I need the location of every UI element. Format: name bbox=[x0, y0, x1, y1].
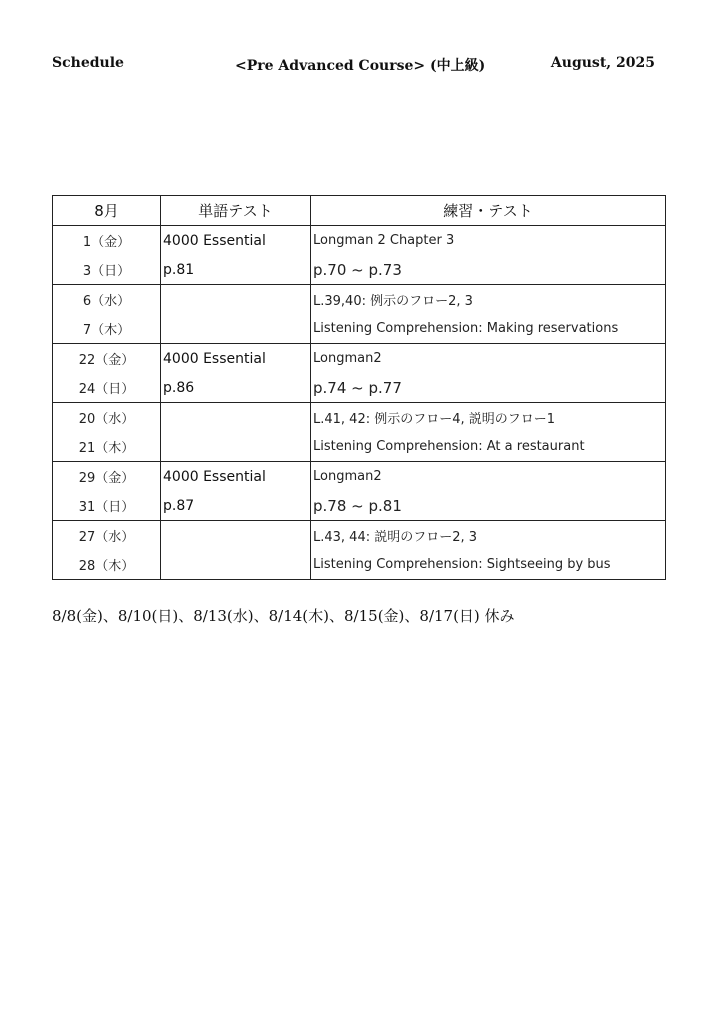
column-header-practice-test: 練習・テスト bbox=[311, 196, 666, 226]
table-row bbox=[53, 432, 666, 462]
table-header-row bbox=[53, 196, 666, 226]
word-test-cell bbox=[161, 550, 311, 580]
date-cell: 3（日） bbox=[53, 255, 161, 285]
word-test-cell: p.81 bbox=[161, 255, 311, 285]
practice-cell: p.78 ~ p.81 bbox=[311, 491, 666, 521]
table-row bbox=[53, 403, 666, 433]
table-row bbox=[53, 344, 666, 374]
practice-cell: Listening Comprehension: Sightseeing by bus bbox=[311, 550, 666, 580]
date-cell: 20（水） bbox=[53, 403, 161, 433]
date-cell: 7（木） bbox=[53, 314, 161, 344]
word-test-cell bbox=[161, 432, 311, 462]
holiday-note: 8/8(金)、8/10(日)、8/13(水)、8/14(木)、8/15(金)、8/17(日) 休み bbox=[52, 607, 515, 625]
date-cell: 27（水） bbox=[53, 521, 161, 551]
practice-cell: L.41, 42: 例示のフロー4, 説明のフロー1 bbox=[311, 403, 666, 433]
date-cell: 22（金） bbox=[53, 344, 161, 374]
practice-cell: L.43, 44: 説明のフロー2, 3 bbox=[311, 521, 666, 551]
word-test-cell: 4000 Essential bbox=[161, 226, 311, 256]
table-row bbox=[53, 491, 666, 521]
header-date: August, 2025 bbox=[550, 55, 655, 71]
table-row bbox=[53, 550, 666, 580]
column-header-month: 8月 bbox=[53, 196, 161, 226]
date-cell: 31（日） bbox=[53, 491, 161, 521]
word-test-cell: p.87 bbox=[161, 491, 311, 521]
practice-cell: p.70 ~ p.73 bbox=[311, 255, 666, 285]
word-test-cell bbox=[161, 285, 311, 315]
schedule-table bbox=[52, 195, 666, 580]
table-row bbox=[53, 373, 666, 403]
practice-cell: Listening Comprehension: At a restaurant bbox=[311, 432, 666, 462]
practice-cell: L.39,40: 例示のフロー2, 3 bbox=[311, 285, 666, 315]
document-header bbox=[52, 55, 655, 77]
practice-cell: Longman 2 Chapter 3 bbox=[311, 226, 666, 256]
table-row bbox=[53, 314, 666, 344]
date-cell: 29（金） bbox=[53, 462, 161, 492]
header-course-title: <Pre Advanced Course> (中上級) bbox=[235, 58, 486, 74]
word-test-cell bbox=[161, 521, 311, 551]
word-test-cell bbox=[161, 403, 311, 433]
table-row bbox=[53, 462, 666, 492]
header-schedule-label: Schedule bbox=[52, 55, 124, 71]
date-cell: 6（水） bbox=[53, 285, 161, 315]
date-cell: 21（木） bbox=[53, 432, 161, 462]
table-row bbox=[53, 226, 666, 256]
practice-cell: p.74 ~ p.77 bbox=[311, 373, 666, 403]
date-cell: 28（木） bbox=[53, 550, 161, 580]
word-test-cell bbox=[161, 314, 311, 344]
practice-cell: Longman2 bbox=[311, 462, 666, 492]
column-header-word-test: 単語テスト bbox=[161, 196, 311, 226]
date-cell: 24（日） bbox=[53, 373, 161, 403]
date-cell: 1（金） bbox=[53, 226, 161, 256]
table-row bbox=[53, 285, 666, 315]
word-test-cell: 4000 Essential bbox=[161, 344, 311, 374]
practice-cell: Listening Comprehension: Making reservations bbox=[311, 314, 666, 344]
table-row bbox=[53, 255, 666, 285]
word-test-cell: p.86 bbox=[161, 373, 311, 403]
practice-cell: Longman2 bbox=[311, 344, 666, 374]
word-test-cell: 4000 Essential bbox=[161, 462, 311, 492]
table-row bbox=[53, 521, 666, 551]
